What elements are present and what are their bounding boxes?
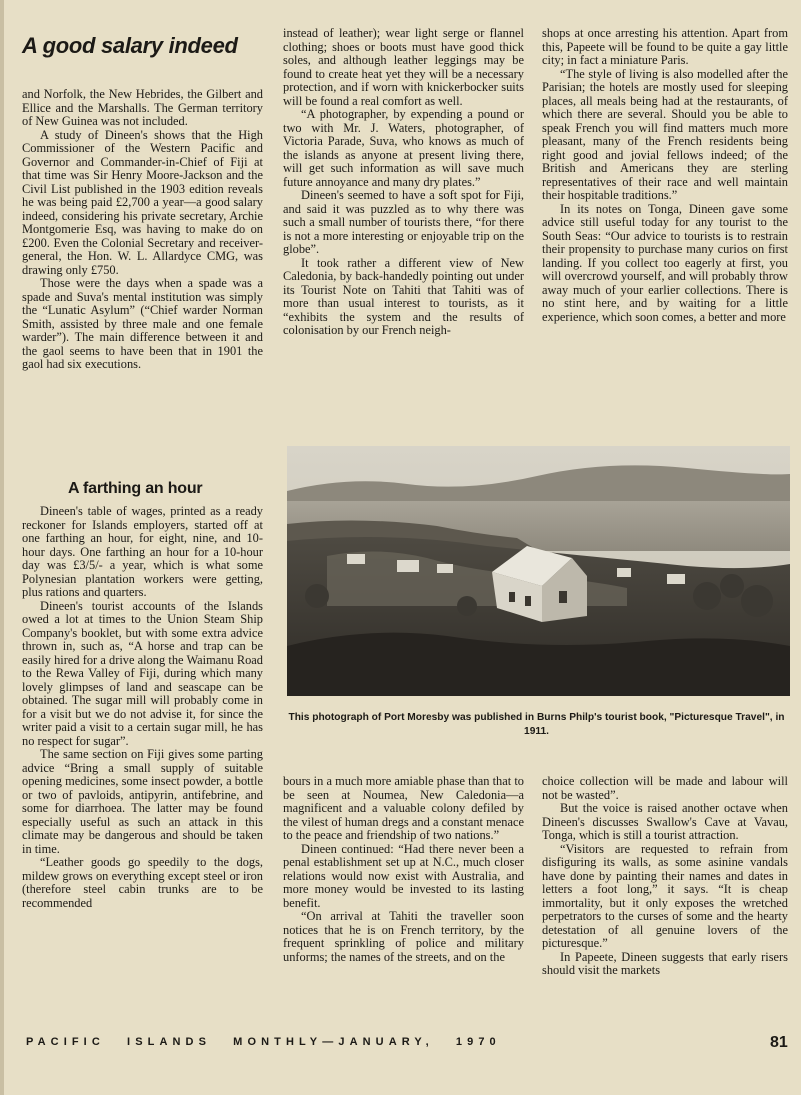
column-3-top [542,27,788,427]
paragraph: “Visitors are requested to refrain from disfiguring its walls, as some asinine vandals have done by painting their names and dates in letters a foot long,” it says. “It is cheap immortality, but it only exposes the wretched perpetrators to the curses of some and the hearty detestation of all genuine lovers of the picturesque.” [542,841,788,950]
paragraph: “On arrival at Tahiti the traveller soon notices that he is on French territory, by the frequent sprinkling of police and military unforms; the names of the streets, and on the [283,909,524,964]
photo-illustration [287,446,790,696]
page-number: 81 [770,1034,788,1051]
paragraph: Dineen's seemed to have a soft spot for Fiji, and said it was puzzled as to why there was such a small number of tourists there, “for there is not a more interesting or enjoyable trip on the globe”. [283,188,524,256]
column-1-top [22,88,263,460]
paragraph: Dineen continued: “Had there never been a penal establishment set up at N.C., much closer relations would now exist with Australia, and more money would be invested to its lasting benefit. [283,841,524,910]
column-2-bottom [283,775,524,1025]
paragraph: “Leather goods go speedily to the dogs, mildew grows on everything except steel or iron (therefore steel cabin trunks are to be recommended [22,855,263,910]
paragraph: The same section on Fiji gives some parting advice “Bring a small supply of suitable opening medicines, some insect powder, a bottle or two of pavloids, antipyrin, antifebrine, and some for diarrhoea. The latter may be found especially useful as such an attack in this climate may be dangerous and should be taken in time. [22,747,263,856]
paragraph: shops at once arresting his attention. Apart from this, Papeete will be found to be quite a gay little city; in fact a miniature Paris. [542,27,788,67]
paragraph: In Papeete, Dineen suggests that early risers should visit the markets [542,949,788,977]
paragraph: It took rather a different view of New Caledonia, by back-handedly pointing out under its Tourist Note on Tahiti that Tahiti was of more than usual interest to tourists, as it “exhibits the system and the results of colonisation by our French neigh- [283,255,524,337]
paragraph: But the voice is raised another octave when Dineen's discusses Swallow's Cave at Vavau, Tonga, which is still a tourist attraction. [542,801,788,842]
paragraph: “A photographer, by expending a pound or two with Mr. J. Waters, photographer, of Victoria Parade, Suva, who knows as much of the islands as anyone at present living there, will get such information as will save much future annoyance and many dry plates.” [283,107,524,189]
paragraph: “The style of living is also modelled after the Parisian; the hotels are mostly used for sleeping places, all meals being had at the restaurants, of which there are several. Should you be able to speak French you will find matters much more pleasant, many of the French residents being right good and jovial fellows indeed; of the British and Americans they are sterling representatives of their race and well maintain their hospitable traditions.” [542,66,788,202]
port-moresby-photograph [287,446,790,696]
paragraph: and Norfolk, the New Hebrides, the Gilbert and Ellice and the Marshalls. The German territory of New Guinea was not included. [22,88,263,128]
paragraph: Dineen's tourist accounts of the Islands owed a lot at times to the Union Steam Ship Company's booklet, but with some extra advice thrown in, such as, “A horse and trap can be easily hired for a drive along the Waimanu Road to the Rewa Valley of Fiji, during which many lovely glimpses of land and seascape can be obtained. The sugar mill will probably come in for a visit but we do not advise it, for since the writer paid a visit to a certain sugar mill, he has no respect for sugar”. [22,598,263,748]
paragraph: A study of Dineen's shows that the High Commissioner of the Western Pacific and Governor and Commander-in-Chief of Fiji at that time was Sir Henry Moore-Jackson and the Civil List published in the 1903 edition reveals he was being paid £2,700 a year—a good salary indeed, considering his private secretary, Archie Montgomerie Esq, was having to make do on £200. Even the Colonial Secretary and receiver-general, the Hon. W. L. Allardyce CMG, was drawing only £750. [22,127,263,277]
page-edge-shadow [0,0,4,1095]
paragraph: instead of leather); wear light serge or flannel clothing; shoes or boots must have good thick soles, and although leather leggings may be found to create heat yet they will be a necessary protection, and if worn with knickerbocker suits will be found a real comfort as well. [283,27,524,108]
column-2-top [283,27,524,427]
photo-caption: This photograph of Port Moresby was published in Burns Philp's tourist book, "Picturesque Travel", in 1911. [288,712,785,737]
paragraph: Those were the days when a spade was a spade and Suva's mental institution was simply the “Lunatic Asylum” (“Chief warder Norman Smith, assisted by three male and one female warder”). The main difference between it and the gaol seems to have been that in 1901 the gaol had six executions. [22,276,263,371]
paragraph: Dineen's table of wages, printed as a ready reckoner for Islands employers, started off at one farthing an hour, for eight, nine, and 10-hour days. One farthing an hour for a 10-hour day was £3/5/- a year, which is what some Polynesian plantation workers were getting, plus rations and quarters. [22,505,263,599]
paragraph: choice collection will be made and labour will not be wasted”. [542,775,788,802]
magazine-footer: PACIFIC ISLANDS MONTHLY—JANUARY, 1970 [26,1036,501,1048]
column-1-bottom [22,505,263,1025]
paragraph: bours in a much more amiable phase than that to be seen at Noumea, New Caledonia—a magnificent and a valuable colony defiled by the vilest of human dregs and a constant menace to the peace and friendship of two nations.” [283,775,524,842]
heading-good-salary: A good salary indeed [22,33,238,58]
column-3-bottom [542,775,788,1025]
heading-farthing-an-hour: A farthing an hour [68,480,203,497]
paragraph: In its notes on Tonga, Dineen gave some advice still useful today for any tourist to the South Seas: “Our advice to tourists is to restrain their propensity to purchase many curios on first landing. If you collect too eagerly at first, you will overcrowd yourself, and will probably throw away much of your earlier collections. There is no stint here, and by waiting for a little experience, which soon comes, a better and more [542,201,788,324]
